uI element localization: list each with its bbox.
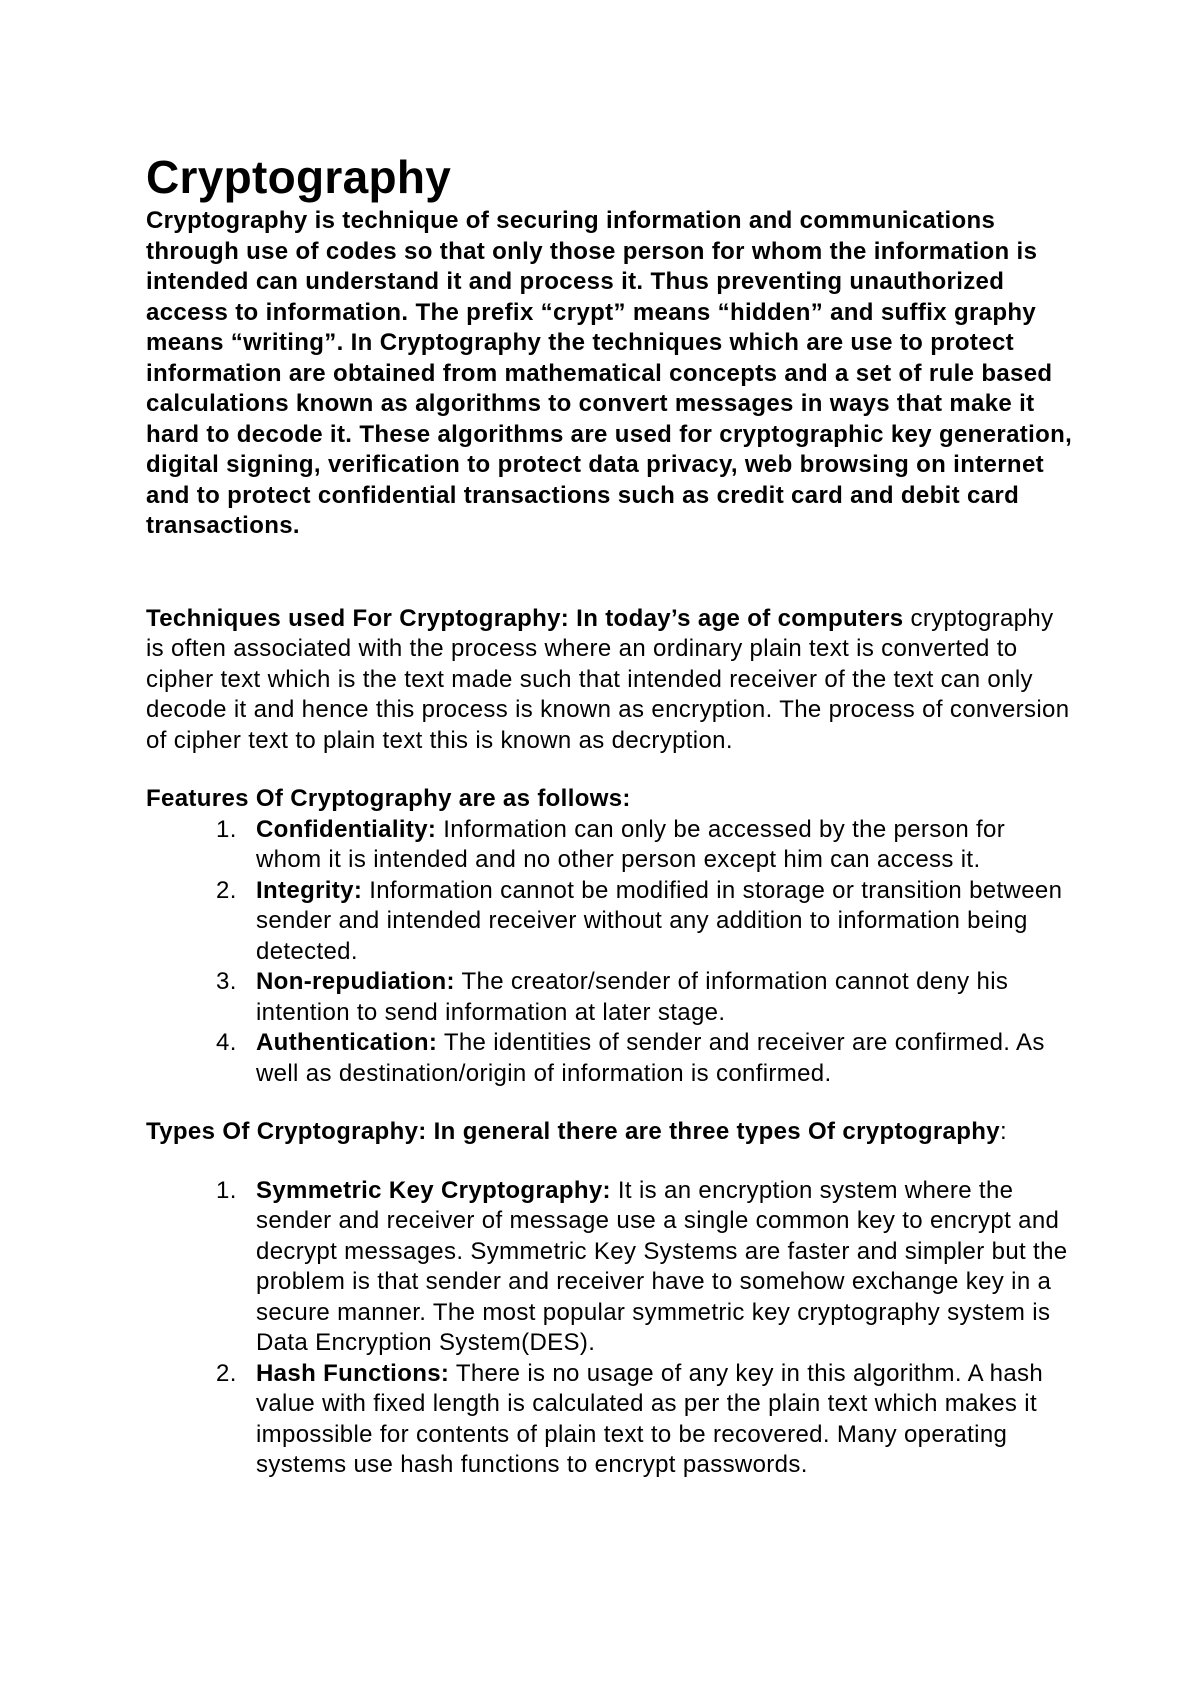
list-item xyxy=(146,1176,1076,1359)
types-lead: In general there are three types Of cryptography xyxy=(426,1118,1000,1145)
features-heading: Features Of Cryptography are as follows: xyxy=(146,785,631,812)
features-list xyxy=(146,815,1076,1090)
list-item xyxy=(146,967,1076,1028)
types-list xyxy=(146,1176,1076,1481)
list-number: 2. xyxy=(216,1359,237,1387)
techniques-body: cryptography is often associated with the process where an ordinary plain text is converted to cipher text which is the text made such that intended receiver of the text can only decode it and hence this process is known as encryption. The process of conversion of cipher text to plain text this is known as decryption. xyxy=(146,604,1070,754)
feature-term: Non-repudiation: xyxy=(256,968,455,995)
type-term: Symmetric Key Cryptography: xyxy=(256,1176,611,1204)
types-section xyxy=(146,1117,1076,1481)
document-page xyxy=(146,150,1076,1481)
list-number: 3. xyxy=(216,968,237,995)
list-number: 1. xyxy=(216,1176,237,1204)
types-tail: : xyxy=(999,1118,1007,1145)
list-item xyxy=(146,1028,1076,1089)
list-number: 4. xyxy=(216,1029,237,1056)
feature-term: Confidentiality: xyxy=(256,815,437,843)
feature-term: Authentication: xyxy=(256,1029,438,1056)
type-term: Hash Functions: xyxy=(256,1359,450,1387)
list-item xyxy=(146,1359,1076,1481)
techniques-heading: Techniques used For Cryptography: xyxy=(146,604,570,632)
feature-text: Information can only be accessed by the person for whom it is intended and no other person except him can access it. xyxy=(256,815,1006,873)
feature-text: The identities of sender and receiver are confirmed. As well as destination/origin of information is confirmed. xyxy=(256,1029,1045,1087)
list-item xyxy=(146,815,1076,876)
feature-term: Integrity: xyxy=(256,876,363,904)
features-section xyxy=(146,784,1076,1089)
type-text: There is no usage of any key in this algorithm. A hash value with fixed length is calculated as per the plain text which makes it impossible for contents of plain text to be recovered. Many operating systems use hash functions to encrypt passwords. xyxy=(256,1359,1044,1478)
techniques-lead: In today’s age of computers xyxy=(569,604,904,632)
list-number: 2. xyxy=(216,876,237,904)
types-heading: Types Of Cryptography: xyxy=(146,1118,427,1145)
list-number: 1. xyxy=(216,815,237,843)
intro-paragraph: Cryptography is technique of securing information and communications through use of codes so that only those person for whom the information is intended can understand it and process it. Thus preventing unauthorized access to information. The prefix “crypt” means “hidden” and suffix graphy means “writing”. In Cryptography the techniques which are use to protect information are obtained from mathematical concepts and a set of rule based calculations known as algorithms to convert messages in ways that make it hard to decode it. These algorithms are used for cryptographic key generation, digital signing, verification to protect data privacy, web browsing on internet and to protect confidential transactions such as credit card and debit card transactions. xyxy=(146,207,1073,539)
type-text: It is an encryption system where the sender and receiver of message use a single common key to encrypt and decrypt messages. Symmetric Key Systems are faster and simpler but the problem is that sender and receiver have to somehow exchange key in a secure manner. The most popular symmetric key cryptography system is Data Encryption System(DES). xyxy=(256,1176,1068,1356)
techniques-paragraph xyxy=(146,604,1076,757)
feature-text: The creator/sender of information cannot deny his intention to send information at later stage. xyxy=(256,968,1009,1026)
feature-text: Information cannot be modified in storage or transition between sender and intended receiver without any addition to information being detected. xyxy=(256,876,1063,965)
types-heading-line xyxy=(146,1117,1076,1148)
list-item xyxy=(146,876,1076,968)
page-title: Cryptography xyxy=(146,151,452,203)
